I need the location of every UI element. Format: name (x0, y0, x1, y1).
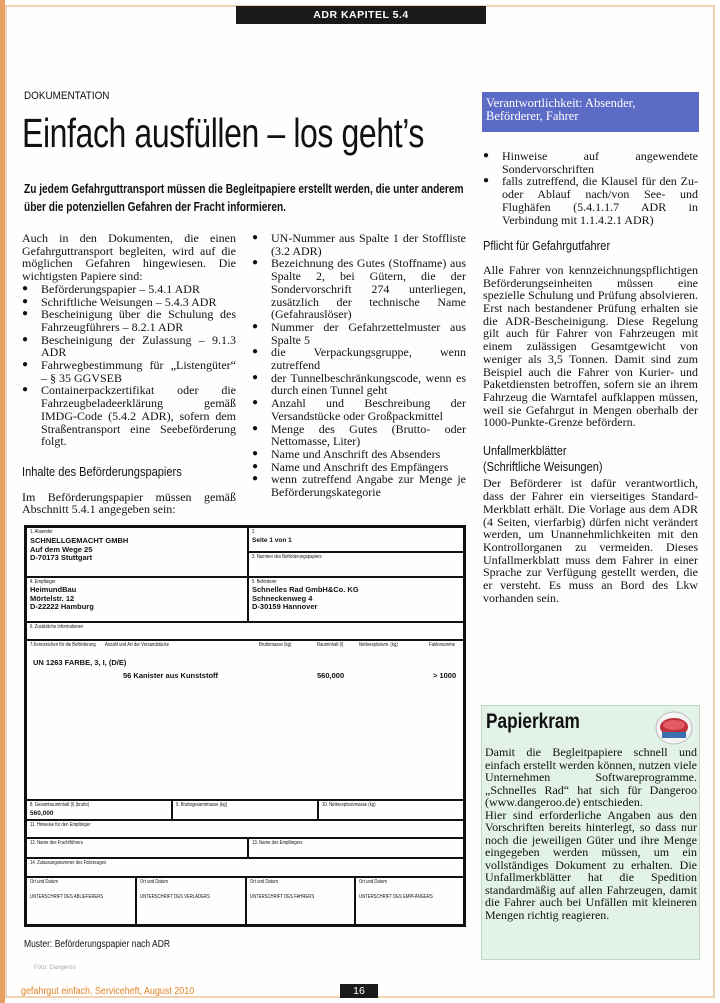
field-label: Ort und Datum (250, 879, 278, 885)
list-item: ● die Verpackungsgruppe, wenn zutreffend (252, 346, 466, 371)
papierkram-text-2: Hier sind erforderliche Angaben aus den Vorschriften bereits hinterlegt, so dass nur noch die jeweiligen Güter und ihre Menge eingegeben werden müssen, um ein vollständiges Dokument zu erhalten. Die Unfallmerkblätter hat die Spedition standardmäßig auf allen Fahrzeugen, damit die Fahrer auch bei Unfällen mit kleineren Mengen richtig reagieren. (485, 807, 697, 922)
papierkram-text-1: Damit die Begleitpapiere schnell und einfach erstellt werden können, nutzen viele Unternehmen Softwareprogramme. „Schnelles Rad“ hat sich für Dangeroo (www.dangeroo.de) entschieden. (485, 745, 697, 809)
list-item: ● Menge des Gutes (Brutto- oder Nettomasse, Liter) (252, 423, 466, 448)
field-label: 12. Name des Frachtführers (30, 840, 83, 846)
field-carrier (248, 577, 464, 622)
field-document-number (248, 552, 464, 577)
field-label: 7.Kennzeichen für die Beförderung (30, 642, 96, 648)
field-page (248, 527, 464, 552)
field-label: Ort und Datum (140, 879, 168, 885)
list-item: ● UN-Nummer aus Spalte 1 der Stoffliste (3.2 ADR) (252, 232, 466, 257)
col1-intro: Auch in den Dokumenten, die einen Gefahrguttransport begleiten, wird auf die möglichen Gefahren hingewiesen. Die wichtigsten Papiere sind: (22, 231, 236, 284)
field-net-explosive (318, 800, 464, 820)
list-item: ● Beförderungspapier – 5.4.1 ADR (22, 283, 236, 296)
field-label: Faktorsumme (429, 642, 455, 648)
field-recipient (26, 577, 248, 622)
list-item: ● Name und Anschrift des Empfängers (252, 461, 466, 474)
chapter-banner: ADR KAPITEL 5.4 (236, 6, 486, 24)
list-item: ● Bezeichnung des Gutes (Stoffname) aus Spalte 2, bei Gütern, die der Sondervorschrift 274 unterliegen, zusätzlich der technische Name (Gefahrauslöser) (252, 257, 466, 321)
content-list (252, 232, 466, 499)
document-list (22, 283, 236, 448)
signature-label: UNTERSCHRIFT DES EMPFÄNGERS (359, 894, 433, 900)
field-goods (26, 640, 464, 800)
field-label: 3. Nummer des Beförderungspapiers (252, 554, 322, 560)
field-recipient-name (248, 838, 464, 858)
signature-label: UNTERSCHRIFT DES ABLIEFERERS (30, 894, 104, 900)
field-label: Ort und Datum (30, 879, 58, 885)
total-volume-value: 560,000 (30, 810, 54, 817)
subheading-unfallmerkblaetter: Unfallmerkblätter (483, 443, 567, 459)
goods-gross-mass: 560,000 (317, 671, 345, 680)
signature-label: UNTERSCHRIFT DES VERLADERS (140, 894, 210, 900)
signature-loader (136, 877, 246, 925)
page-value: Seite 1 von 1 (252, 537, 292, 544)
field-label: Bruttomasse (kg) (259, 642, 292, 648)
list-item: ● falls zutreffend, die Klausel für den Zu- oder Ablauf nach/von See- und Flughäfen (5.4.1.1.7 ADR in Verbindung mit 1.1.4.2.1 ADR) (483, 175, 698, 226)
carrier-value: Schnelles Rad GmbH&Co. KG Schneckenweg 4 D-30159 Hannover (252, 585, 359, 611)
goods-packages: 56 Kanister aus Kunststoff (123, 671, 219, 680)
signature-driver (246, 877, 355, 925)
field-label: Rauminhalt (l) (317, 642, 344, 648)
page-title: Einfach ausfüllen – los geht’s (22, 110, 424, 156)
footer-publication: gefahrgut einfach. Serviceheft, August 2010 (21, 985, 195, 997)
page-number: 16 (340, 984, 378, 998)
content-list-cont (483, 150, 698, 226)
field-label: Ort und Datum (359, 879, 387, 885)
signature-label: UNTERSCHRIFT DES FAHRERS (250, 894, 315, 900)
field-label: 10. Nettoexplosivmasse (kg) (322, 802, 376, 808)
list-item: ● der Tunnelbeschränkungscode, wenn es durch einen Tunnel geht (252, 372, 466, 397)
field-additional-info (26, 622, 464, 640)
field-vehicle-registration (26, 858, 464, 877)
figure-caption: Muster: Beförderungspapier nach ADR (24, 939, 171, 950)
field-label: Nettoexplosivm. (kg) (359, 642, 398, 648)
field-label: 14. Zulassungsnummer des Fahrzeuges (30, 860, 107, 866)
col3-para-1: Alle Fahrer von kennzeichnungspflichtigen Beförderungseinheiten müssen eine spezielle Schulung und Prüfung absolvieren. Erst nach bestandener Prüfung erhalten sie die ADR-Bescheinigung. Diese Regelung gilt auch für Fahrer von Fahrzeugen mit einem zulässigen Gesamtgewicht von weniger als 3,5 Tonnen. Damit sind zum Beispiel auch die Fahrer von Kurier- und Paketdiensten betroffen, sofern sie an ihrem Fahrzeug die Warntafel aufklappen müssen, weil sie Gefahrgut in Mengen oberhalb der 1000-Punkte-Grenze befördern. (483, 262, 698, 430)
field-sender (26, 527, 248, 577)
list-item: ● Fahrwegbestimmung für „Listengüter“ – § 35 GGVSEB (22, 359, 236, 384)
signature-recipient (355, 877, 464, 925)
recipient-value: HeimundBau Mörtelstr. 12 D-22222 Hamburg (30, 585, 94, 611)
list-item: ● wenn zutreffend Angabe zur Menge je Beförderungskategorie (252, 473, 466, 498)
field-label: 2. (252, 529, 256, 535)
field-label: 13. Name des Empfängers (252, 840, 303, 846)
list-item: ● Containerpackzertifikat oder die Fahrzeugbeladeerklärung gemäß IMDG-Code (5.4.2 ADR), sofern dem Straßentransport eine Seebeförderung folgt. (22, 384, 236, 448)
column-1 (22, 232, 236, 516)
responsibility-box: Verantwortlichkeit: Absender, Beförderer, Fahrer (482, 92, 699, 132)
goods-factor-sum: > 1000 (433, 671, 457, 680)
papierkram-title: Papierkram (486, 710, 580, 733)
papierkram-box (481, 705, 700, 960)
list-item: ● Name und Anschrift des Absenders (252, 448, 466, 461)
field-label: 8. Gesamtrauminhalt (l) (brutto) (30, 802, 90, 808)
subheading-weisungen: (Schriftliche Weisungen) (483, 458, 603, 474)
subheading-inhalte: Inhalte des Beförderungspapiers (22, 463, 182, 479)
field-label: 5. Beförderer (252, 579, 277, 585)
field-recipient-notes (26, 820, 464, 838)
field-freight-carrier (26, 838, 248, 858)
subheading-pflicht: Pflicht für Gefahrgutfahrer (483, 238, 611, 254)
col1-para: Im Beförderungspapier müssen gemäß Abschnitt 5.4.1 angegeben sein: (22, 489, 236, 517)
field-gross-mass (172, 800, 318, 820)
field-label: 11. Hinweise für den Empfänger (30, 822, 91, 828)
field-label: 9. Bruttogesamtmasse (kg) (176, 802, 228, 808)
section-kicker: DOKUMENTATION (24, 90, 110, 102)
lead-paragraph: Zu jedem Gefahrguttransport müssen die Begleitpapiere erstellt werden, die unter anderem über die potenziellen Gefahren der Fracht informieren. (24, 181, 464, 214)
list-item: ● Nummer der Gefahrzettelmuster aus Spalte 5 (252, 321, 466, 346)
field-label: 1. Absender (30, 529, 53, 535)
field-label: 4. Empfänger (30, 579, 56, 585)
software-box-icon (654, 710, 694, 746)
column-3 (483, 150, 698, 605)
col3-para-2: Der Beförderer ist dafür verantwortlich, dass der Fahrer ein vierseitiges Standard-Merkblatt erhält. Die Vorlage aus dem ADR (4 Seiten, vierfarbig) dürfen nicht verändert werden, um Unannehmlichkeiten mit den Kontrollorganen zu vermeiden. Dieses Unfallmerkblatt muss dem Fahrer in einer Sprache zur Verfügung gestellt werden, die er versteht. Es muss an Bord des Lkw vorhanden sein. (483, 476, 698, 605)
transport-document-sample (24, 525, 466, 927)
column-2 (252, 232, 466, 499)
field-label: 6. Zusätzliche Informationen (30, 624, 84, 630)
list-item: ● Hinweise auf angewendete Sondervorschriften (483, 150, 698, 175)
list-item: ● Anzahl und Beschreibung der Versandstücke oder Großpackmittel (252, 397, 466, 422)
list-item: ● Schriftliche Weisungen – 5.4.3 ADR (22, 296, 236, 309)
signature-deliverer (26, 877, 136, 925)
list-item: ● Bescheinigung über die Schulung des Fahrzeugführers – 8.2.1 ADR (22, 308, 236, 333)
list-item: ● Bescheinigung der Zulassung – 9.1.3 ADR (22, 334, 236, 359)
field-label: Anzahl und Art der Versandstücke (105, 642, 170, 648)
sender-value: SCHNELLGEMACHT GMBH Auf dem Wege 25 D-70173 Stuttgart (30, 536, 129, 562)
goods-un-number: UN 1263 FARBE, 3, I, (D/E) (33, 658, 127, 667)
papierkram-text (485, 746, 697, 921)
photo-credit: Foto: Dangeroo (34, 965, 76, 971)
field-total-volume (26, 800, 172, 820)
